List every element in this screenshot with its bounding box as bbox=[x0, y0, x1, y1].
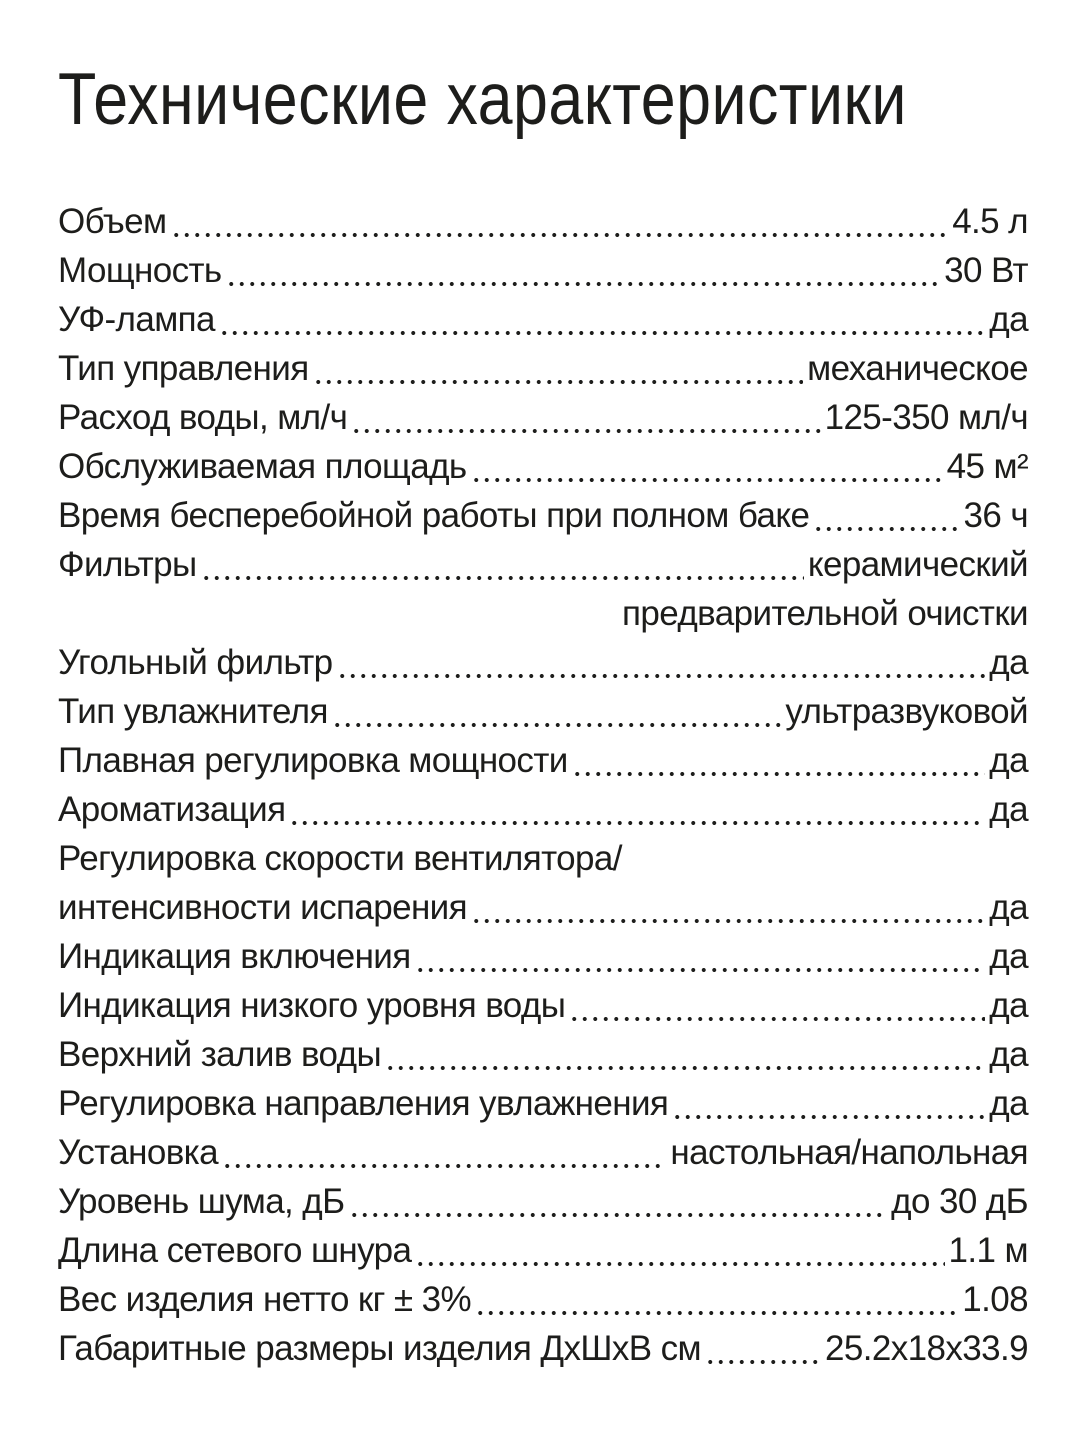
spec-row-aromatization bbox=[58, 785, 1028, 834]
spec-value: 125-350 мл/ч bbox=[824, 398, 1028, 437]
dot-leader bbox=[569, 981, 985, 1030]
dot-leader bbox=[337, 638, 986, 687]
spec-label: УФ-лампа bbox=[58, 300, 215, 339]
spec-label: интенсивности испарения bbox=[58, 888, 467, 927]
spec-row-area bbox=[58, 442, 1028, 491]
spec-value: ультразвуковой bbox=[785, 692, 1028, 731]
spec-value: 30 Вт bbox=[944, 251, 1028, 290]
spec-label: Регулировка скорости вентилятора/ bbox=[58, 839, 622, 878]
page-title: Технические характеристики bbox=[58, 59, 907, 140]
dot-leader bbox=[351, 393, 820, 442]
spec-label: Индикация низкого уровня воды bbox=[58, 986, 566, 1025]
dot-leader bbox=[415, 1226, 944, 1275]
spec-label: Длина сетевого шнура bbox=[58, 1231, 412, 1270]
spec-label: Тип управления bbox=[58, 349, 309, 388]
spec-label: Время бесперебойной работы при полном баке bbox=[58, 496, 810, 535]
spec-value: да bbox=[989, 300, 1028, 339]
spec-value: 1.08 bbox=[962, 1280, 1028, 1319]
spec-value: 4.5 л bbox=[952, 202, 1028, 241]
dot-leader bbox=[475, 1275, 958, 1324]
dot-leader bbox=[289, 785, 985, 834]
spec-row-power bbox=[58, 246, 1028, 295]
spec-value: да bbox=[989, 986, 1028, 1025]
dot-leader bbox=[332, 687, 782, 736]
spec-label: Плавная регулировка мощности bbox=[58, 741, 568, 780]
spec-label: Регулировка направления увлажнения bbox=[58, 1084, 669, 1123]
spec-row-cord-length bbox=[58, 1226, 1028, 1275]
dot-leader bbox=[471, 883, 985, 932]
spec-row-water-consumption bbox=[58, 393, 1028, 442]
dot-leader bbox=[171, 197, 949, 246]
spec-row-runtime bbox=[58, 491, 1028, 540]
spec-label: Вес изделия нетто кг ± 3% bbox=[58, 1280, 472, 1319]
spec-list bbox=[58, 197, 1028, 1373]
spec-row-smooth-power bbox=[58, 736, 1028, 785]
spec-row-dimensions bbox=[58, 1324, 1028, 1373]
dot-leader bbox=[385, 1030, 985, 1079]
dot-leader bbox=[349, 1177, 888, 1226]
spec-row-fan-speed-heading bbox=[58, 834, 1028, 883]
spec-row-direction-control bbox=[58, 1079, 1028, 1128]
spec-value: механическое bbox=[807, 349, 1028, 388]
spec-row-evaporation-intensity bbox=[58, 883, 1028, 932]
spec-label: Ароматизация bbox=[58, 790, 286, 829]
spec-value: 45 м² bbox=[946, 447, 1028, 486]
spec-value: настольная/напольная bbox=[670, 1133, 1028, 1172]
dot-leader bbox=[813, 491, 959, 540]
dot-leader bbox=[222, 1128, 666, 1177]
spec-value: да bbox=[989, 1084, 1028, 1123]
spec-value: да bbox=[989, 643, 1028, 682]
spec-value: да bbox=[989, 790, 1028, 829]
dot-leader bbox=[705, 1324, 821, 1373]
spec-value: до 30 дБ bbox=[891, 1182, 1028, 1221]
spec-label: Уровень шума, дБ bbox=[58, 1182, 345, 1221]
spec-row-low-water-indication bbox=[58, 981, 1028, 1030]
dot-leader bbox=[672, 1079, 985, 1128]
dot-leader bbox=[201, 540, 804, 589]
spec-label: Верхний залив воды bbox=[58, 1035, 382, 1074]
spec-value: да bbox=[989, 937, 1028, 976]
spec-row-noise-level bbox=[58, 1177, 1028, 1226]
spec-label: Фильтры bbox=[58, 545, 197, 584]
spec-label: Мощность bbox=[58, 251, 222, 290]
spec-label: Установка bbox=[58, 1133, 219, 1172]
spec-label: Угольный фильтр bbox=[58, 643, 333, 682]
spec-value: да bbox=[989, 1035, 1028, 1074]
spec-row-power-indication bbox=[58, 932, 1028, 981]
spec-row-top-fill bbox=[58, 1030, 1028, 1079]
spec-label: Тип увлажнителя bbox=[58, 692, 328, 731]
spec-row-filters-continuation bbox=[58, 589, 1028, 638]
dot-leader bbox=[219, 295, 985, 344]
dot-leader bbox=[471, 442, 943, 491]
spec-row-control-type bbox=[58, 344, 1028, 393]
dot-leader bbox=[313, 344, 804, 393]
spec-value: да bbox=[989, 741, 1028, 780]
spec-row-volume bbox=[58, 197, 1028, 246]
spec-value: 25.2x18x33.9 bbox=[825, 1329, 1028, 1368]
spec-label: Расход воды, мл/ч bbox=[58, 398, 348, 437]
spec-label: Габаритные размеры изделия ДхШхВ см bbox=[58, 1329, 701, 1368]
spec-value-continuation: предварительной очистки bbox=[622, 594, 1028, 633]
spec-row-net-weight bbox=[58, 1275, 1028, 1324]
spec-row-installation bbox=[58, 1128, 1028, 1177]
spec-label: Обслуживаемая площадь bbox=[58, 447, 467, 486]
spec-row-uv-lamp bbox=[58, 295, 1028, 344]
dot-leader bbox=[415, 932, 986, 981]
spec-value: 1.1 м bbox=[948, 1231, 1028, 1270]
spec-row-filters bbox=[58, 540, 1028, 589]
spec-row-humidifier-type bbox=[58, 687, 1028, 736]
spec-value: да bbox=[989, 888, 1028, 927]
spec-label: Индикация включения bbox=[58, 937, 411, 976]
spec-label: Объем bbox=[58, 202, 167, 241]
dot-leader bbox=[226, 246, 941, 295]
spec-value: керамический bbox=[807, 545, 1028, 584]
dot-leader bbox=[572, 736, 986, 785]
spec-value: 36 ч bbox=[963, 496, 1028, 535]
spec-row-carbon-filter bbox=[58, 638, 1028, 687]
